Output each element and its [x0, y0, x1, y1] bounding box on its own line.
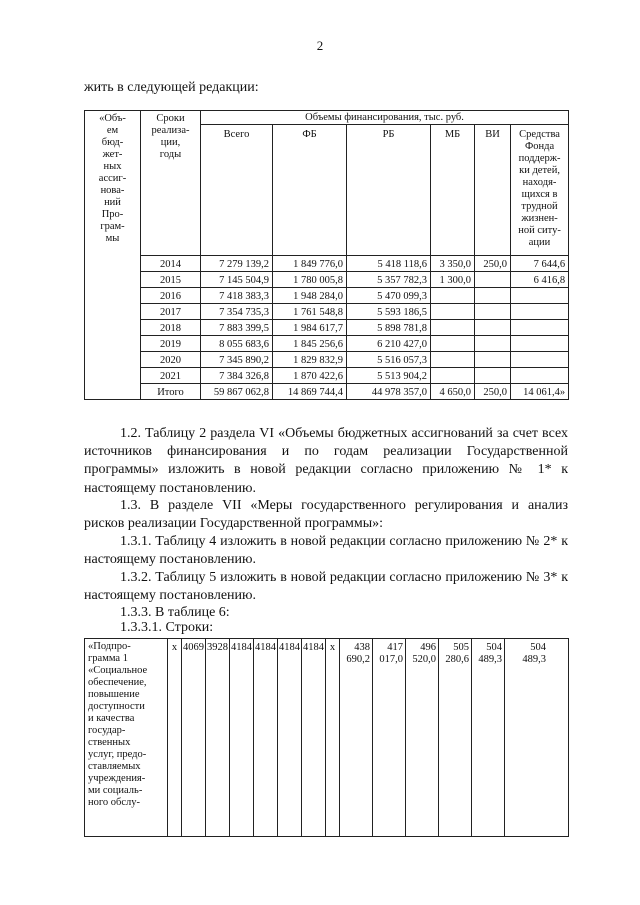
funding-table — [84, 110, 569, 400]
paragraph-1-3-2: 1.3.2. Таблицу 5 изложить в новой редакции согласно приложению № 3* к настоящему постановлению. — [84, 570, 568, 604]
table-row: 2016 7 418 383,3 1 948 284,0 5 470 099,3 — [85, 288, 569, 304]
terms-header: Сроки реализа- ции, годы — [141, 111, 201, 256]
table-row: 2021 7 384 326,8 1 870 422,6 5 513 904,2 — [85, 368, 569, 384]
subprogram-name: «Подпро- грамма 1 «Социальное обеспечение, повышение доступности и качества государ- ственных услуг, предо- ставляемых учреждения- ми социаль- ного обслу- — [85, 639, 168, 837]
table-row: 2017 7 354 735,3 1 761 548,8 5 593 186,5 — [85, 304, 569, 320]
paragraph-1-3-3: 1.3.3. В таблице 6: — [120, 605, 230, 620]
table6-row: «Подпро- грамма 1 «Социальное обеспечение, повышение доступности и качества государ- ственных услуг, предо- ставляемых учреждения- ми социаль- ного обслу- х 4069 3928 4184 4184 4184 4184 х 438 690,2 417 017,0 496 520,0 505 280,6 504 489,3 504 489,3 — [84, 638, 569, 837]
table-row: 2014 7 279 139,2 1 849 776,0 5 418 118,6 3 350,0 250,0 7 644,6 — [85, 256, 569, 272]
header-mb: МБ — [431, 125, 475, 256]
row-label-cell: «Объ- ем бюд- жет- ных ассиг- нова- ний Про- грам- мы — [85, 111, 141, 400]
table-row-total: Итого 59 867 062,8 14 869 744,4 44 978 357,0 4 650,0 250,0 14 061,4» — [85, 384, 569, 400]
table-row: 2018 7 883 399,5 1 984 617,7 5 898 781,8 — [85, 320, 569, 336]
table-row: 2019 8 055 683,6 1 845 256,6 6 210 427,0 — [85, 336, 569, 352]
funding-group-header: Объемы финансирования, тыс. руб. — [201, 111, 569, 125]
paragraph-1-2: 1.2. Таблицу 2 раздела VI «Объемы бюджетных ассигнований за счет всех источников финансирования и по годам реализации Государственной программы» изложить в новой редакции согласно приложению № 1* к настоящему постановлению. — [84, 426, 568, 496]
header-fund: Средства Фонда поддерж- ки детей, находя- щихся в трудной жизнен- ной ситу- ации — [511, 125, 569, 256]
header-vi: ВИ — [475, 125, 511, 256]
paragraph-1-3-1: 1.3.1. Таблицу 4 изложить в новой редакции согласно приложению № 2* к настоящему постановлению. — [84, 534, 568, 568]
header-rb: РБ — [347, 125, 431, 256]
intro-line: жить в следующей редакции: — [84, 80, 259, 95]
header-total: Всего — [201, 125, 273, 256]
table-row: 2020 7 345 890,2 1 829 832,9 5 516 057,3 — [85, 352, 569, 368]
header-fb: ФБ — [273, 125, 347, 256]
paragraph-1-3-3-1: 1.3.3.1. Строки: — [120, 620, 214, 635]
table-row: 2015 7 145 504,9 1 780 005,8 5 357 782,3 1 300,0 6 416,8 — [85, 272, 569, 288]
page-number: 2 — [316, 38, 324, 53]
paragraph-1-3: 1.3. В разделе VII «Меры государственного регулирования и анализ рисков реализации Государственной программы»: — [84, 498, 568, 532]
